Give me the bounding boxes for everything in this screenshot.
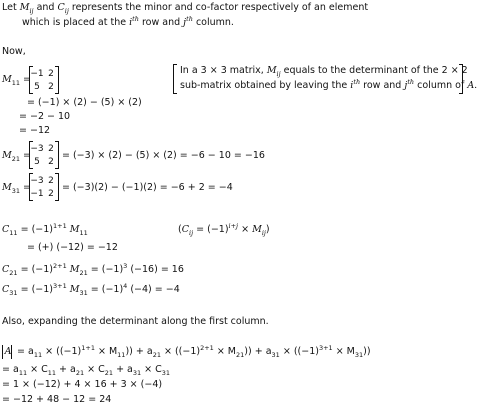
note-line-2: sub-matrix obtained by leaving the $i^{th}$ row and $j^{th}$ column of A. <box>180 77 477 91</box>
m11-step-1: = (−1) × (2) − (5) × (2) <box>27 97 142 108</box>
intro-line-1: Let $M_{ij}$ and $C_{ij}$ represents the minor and co-factor respectively of an element <box>2 2 369 15</box>
m11-step-2: = −2 − 10 <box>19 111 71 122</box>
also-text: Also, expanding the determinant along the first column. <box>2 316 269 327</box>
m21-step-1: = (−3) × (2) − (5) × (2) = −6 − 10 = −16 <box>62 150 265 161</box>
m31-label: $M_{31}$ = <box>2 182 32 195</box>
note-bracket-left <box>173 64 177 94</box>
intro-line-2: which is placed at the $i^{th}$ row and $j^{th}$ column. <box>22 14 234 28</box>
m11-matrix: −1 2 5 2 <box>29 66 59 94</box>
m21-label: $M_{21}$ = <box>2 150 32 163</box>
m31-step-1: = (−3)(2) − (−1)(2) = −6 + 2 = −4 <box>62 182 233 193</box>
c21-line: $C_{21} = (-1)^{2+1}$ $M_{21} = (-1)^3$ (−16) = 16 <box>2 261 184 277</box>
expansion-line-4: = −12 + 48 − 12 = 24 <box>2 394 112 405</box>
m11-label: $M_{11}$ = <box>2 74 32 87</box>
note-line-1: In a 3 × 3 matrix, $M_{ij}$ equals to the determinant of the 2 × 2 <box>180 65 468 78</box>
m11-step-3: = −12 <box>19 125 51 136</box>
c11-line: $C_{11} = (-1)^{1+1}$ $M_{11}$ <box>2 221 88 237</box>
c11-step: = (+) (−12) = −12 <box>27 242 118 253</box>
expansion-line-1: $A = a_{11} \times ((-1)^{1+1} \times M_{11})) + a_{21} \times ((-1)^{2+1} \times M_{21})) + a_{31} \times ((-1)^{3+1} \times M_{31})$) <box>4 343 371 359</box>
cofactor-formula: $(C_{ij} = (-1)^{i+j} \times M_{ij})$ <box>178 221 270 237</box>
now-label: Now, <box>2 46 26 57</box>
c31-line: $C_{31} = (-1)^{3+1}$ $M_{31} = (-1)^4$ (−4) = −4 <box>2 281 180 297</box>
expansion-line-2: = $a_{11} \times C_{11} + a_{21} \times C_{21} + a_{31} \times C_{31}$ <box>2 364 171 377</box>
m31-matrix: −3 2 −1 2 <box>29 173 59 201</box>
expansion-line-3: = 1 × (−12) + 4 × 16 + 3 × (−4) <box>2 379 163 390</box>
m21-matrix: −3 2 5 2 <box>29 141 59 169</box>
